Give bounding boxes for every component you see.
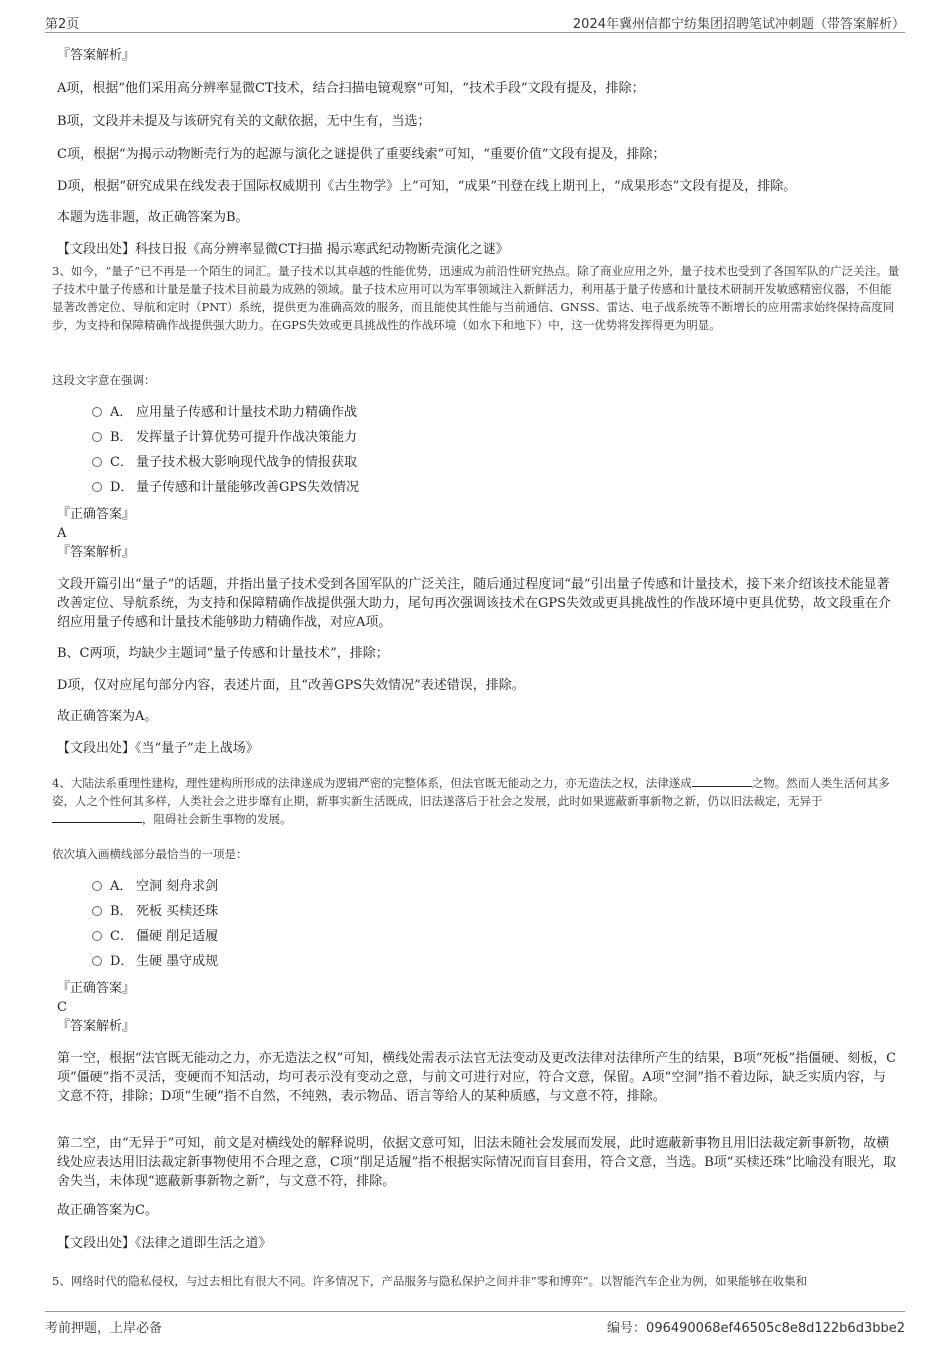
option-text: 发挥量子计算优势可提升作战决策能力 — [136, 430, 358, 445]
radio-button-icon[interactable] — [92, 906, 102, 916]
option-letter: D． — [110, 480, 134, 495]
radio-button-icon[interactable] — [92, 881, 102, 891]
option-text: 死板 买椟还珠 — [136, 904, 219, 919]
document-title: 2024年冀州信都宁纺集团招聘笔试冲刺题（带答案解析） — [572, 17, 905, 32]
option-letter: B． — [110, 430, 133, 445]
q2-source: 【文段出处】科技日报《高分辨率显微CT扫描 揭示寒武纪动物断壳演化之谜》 — [57, 242, 509, 257]
q4-option-c[interactable] — [92, 928, 218, 946]
q4-analysis-2: 第二空，由“无异于”可知，前文是对横线处的解释说明，依据文意可知，旧法未随社会发展而发展，此时遮蔽新事物且用旧法裁定新事新物，故横线处应表达用旧法裁定新事物使用不合理之意，C项“削足适履”指不根据实际情况而盲目套用，符合文意，当选。B项“买椟还珠”比喻没有眼光，取舍失当，未体现“遮蔽新事新物之新”，与文意不符，排除。 — [57, 1136, 897, 1189]
radio-button-icon[interactable] — [92, 457, 102, 467]
q3-analysis-3: D项，仅对应尾句部分内容，表述片面，且“改善GPS失效情况”表述错误，排除。 — [57, 678, 525, 693]
q2-analysis-d: D项，根据“研究成果在线发表于国际权威期刊《古生物学》上”可知，“成果”刊登在线上期刊上，“成果形态”文段有提及，排除。 — [57, 179, 797, 194]
option-letter: B． — [110, 904, 133, 919]
q4-stem-part-3: ，阻碍社会新生事物的发展。 — [142, 812, 292, 826]
radio-button-icon[interactable] — [92, 432, 102, 442]
option-letter: C． — [110, 455, 133, 470]
page-number: 第2页 — [45, 17, 80, 32]
q3-answer: A — [57, 526, 67, 541]
fill-blank-1 — [692, 774, 752, 787]
q3-analysis-2: B、C两项，均缺少主题词“量子传感和计量技术”，排除； — [57, 646, 389, 661]
option-letter: C． — [110, 929, 133, 944]
q4-analysis-1: 第一空，根据“法官既无能动之力，亦无造法之权”可知，横线处需表示法官无法变动及更改法律对法律所产生的结果，B项“死板”指僵硬、刻板，C项“僵硬”指不灵活，变硬而不知活动，均可表示没有变动之意，与前文可进行对应，符合文意，保留。A项“空洞”指不着边际，缺乏实质内容，与文意不符，排除；D项“生硬”指不自然，不纯熟，表示物品、语言等给人的某种质感，与文意不符，排除。 — [57, 1051, 897, 1104]
option-text: 应用量子传感和计量技术助力精确作战 — [136, 405, 358, 420]
option-letter: D． — [110, 954, 134, 969]
q3-option-d[interactable] — [92, 479, 359, 497]
option-text: 生硬 墨守成规 — [136, 954, 219, 969]
q4-stem-part-2: 之物。然而人类生活何其多姿，人之个性何其多样，人类社会之进步靡有止期，新事实新生活既成，旧法遂落后于社会之发展，此时如果遮蔽新事新物之新，仍以旧法裁定，无异于 — [52, 776, 890, 808]
q2-analysis-c: C项，根据“为揭示动物断壳行为的起源与演化之谜提供了重要线索”可知，“重要价值”文段有提及，排除； — [57, 147, 666, 162]
q3-analysis-1: 文段开篇引出“量子”的话题，并指出量子技术受到各国军队的广泛关注，随后通过程度词“最”引出量子传感和计量技术，接下来介绍该技术能显著改善定位、导航系统，为支持和保障精确作战提供强大助力，尾句再次强调该技术在GPS失效或更具挑战性的作战环境中更具优势，故文段重在介绍应用量子传感和计量技术能够助力精确作战，对应A项。 — [57, 577, 892, 630]
q2-conclusion: 本题为选非题，故正确答案为B。 — [57, 210, 249, 225]
q3-answer-heading: 『正确答案』 — [57, 507, 136, 522]
option-letter: A． — [110, 405, 133, 420]
page-footer — [45, 1311, 905, 1336]
q4-stem-part-1: 4、大陆法系重理性建构，理性建构所形成的法律遂成为逻辑严密的完整体系，但法官既无能动之力，亦无造法之权，法律遂成 — [52, 776, 692, 790]
page-header — [45, 10, 905, 33]
analysis-heading: 『答案解析』 — [57, 48, 136, 63]
q4-prompt: 依次填入画横线部分最恰当的一项是： — [52, 847, 248, 861]
q2-analysis-a: A项，根据“他们采用高分辨率显微CT技术，结合扫描电镜观察”可知，“技术手段”文段有提及，排除； — [57, 81, 645, 96]
q4-analysis-heading: 『答案解析』 — [57, 1019, 136, 1034]
option-text: 僵硬 削足适履 — [136, 929, 219, 944]
q4-stem — [52, 774, 902, 828]
radio-button-icon[interactable] — [92, 931, 102, 941]
q3-source: 【文段出处】《当“量子”走上战场》 — [57, 741, 259, 756]
q3-analysis-heading: 『答案解析』 — [57, 545, 136, 560]
option-text: 量子技术极大影响现代战争的情报获取 — [136, 455, 358, 470]
q4-answer-heading: 『正确答案』 — [57, 981, 136, 996]
q5-stem: 5、网络时代的隐私侵权，与过去相比有很大不同。许多情况下，产品服务与隐私保护之间并非“零和博弈”。以智能汽车企业为例，如果能够在收集和 — [52, 1274, 808, 1288]
q3-option-a[interactable] — [92, 404, 357, 422]
q3-option-b[interactable] — [92, 429, 357, 447]
option-text: 空洞 刻舟求剑 — [136, 879, 219, 894]
option-letter: A． — [110, 879, 133, 894]
q4-conclusion: 故正确答案为C。 — [57, 1203, 158, 1218]
q2-analysis-b: B项，文段并未提及与该研究有关的文献依据，无中生有，当选； — [57, 114, 431, 129]
fill-blank-2 — [52, 810, 142, 823]
q3-conclusion: 故正确答案为A。 — [57, 709, 158, 724]
radio-button-icon[interactable] — [92, 956, 102, 966]
q4-option-a[interactable] — [92, 878, 218, 896]
q4-source: 【文段出处】《法律之道即生活之道》 — [57, 1236, 272, 1251]
q4-answer: C — [57, 1000, 67, 1015]
radio-button-icon[interactable] — [92, 482, 102, 492]
q3-stem: 3、如今，“量子”已不再是一个陌生的词汇。量子技术以其卓越的性能优势，迅速成为前沿性研究热点。除了商业应用之外，量子技术也受到了各国军队的广泛关注。量子技术中量子传感和计量是量子技术目前最为成熟的领域。量子技术应用可以为军事领域注入新鲜活力，利用基于量子传感和计量技术研制开发敏感精密仪器，不但能显著改善定位、导航和定时（PNT）系统，提供更为准确高效的服务，而且能使其性能与当前通信、GNSS、雷达、电子战系统等不断增长的应用需求始终保持高度同步，为支持和保障精确作战提供强大助力。在GPS失效或更具挑战性的作战环境（如水下和地下）中，这一优势将发挥得更为明显。 — [52, 264, 900, 332]
q3-option-c[interactable] — [92, 454, 357, 472]
option-text: 量子传感和计量能够改善GPS失效情况 — [136, 480, 360, 495]
q4-option-b[interactable] — [92, 903, 218, 921]
q4-option-d[interactable] — [92, 953, 218, 971]
footer-slogan: 考前押题，上岸必备 — [45, 1321, 163, 1336]
radio-button-icon[interactable] — [92, 407, 102, 417]
q3-prompt: 这段文字意在强调： — [52, 373, 156, 387]
document-id: 编号：096490068ef46505c8e8d122b6d3bbe2 — [607, 1321, 905, 1336]
